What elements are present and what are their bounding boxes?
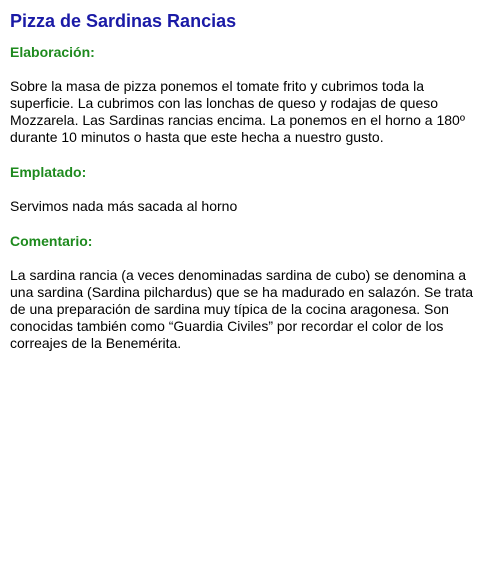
section-comentario [10, 233, 479, 352]
section-heading-comentario: Comentario: [10, 233, 93, 249]
section-text-comentario: La sardina rancia (a veces denominadas sardina de cubo) se denomina a una sardina (Sardina pilchardus) que se ha madurado en salazón. Se trata de una preparación de sardina muy típica de la cocina aragonesa. Son conocidas también como “Guardia Civiles” por recordar el color de los correajes de la Benemérita. [10, 267, 474, 351]
section-text-emplatado: Servimos nada más sacada al horno [10, 198, 238, 214]
section-text-elaboracion: Sobre la masa de pizza ponemos el tomate frito y cubrimos toda la superficie. La cubrimos con las lonchas de queso y rodajas de queso Mozzarela. Las Sardinas rancias encima. La ponemos en el horno a 180º durante 10 minutos o hasta que este hecha a nuestro gusto. [10, 78, 465, 145]
section-heading-emplatado: Emplatado: [10, 164, 87, 180]
section-elaboracion [10, 44, 479, 146]
section-heading-elaboracion: Elaboración: [10, 44, 95, 60]
section-emplatado [10, 164, 479, 215]
recipe-title: Pizza de Sardinas Rancias [10, 11, 237, 31]
